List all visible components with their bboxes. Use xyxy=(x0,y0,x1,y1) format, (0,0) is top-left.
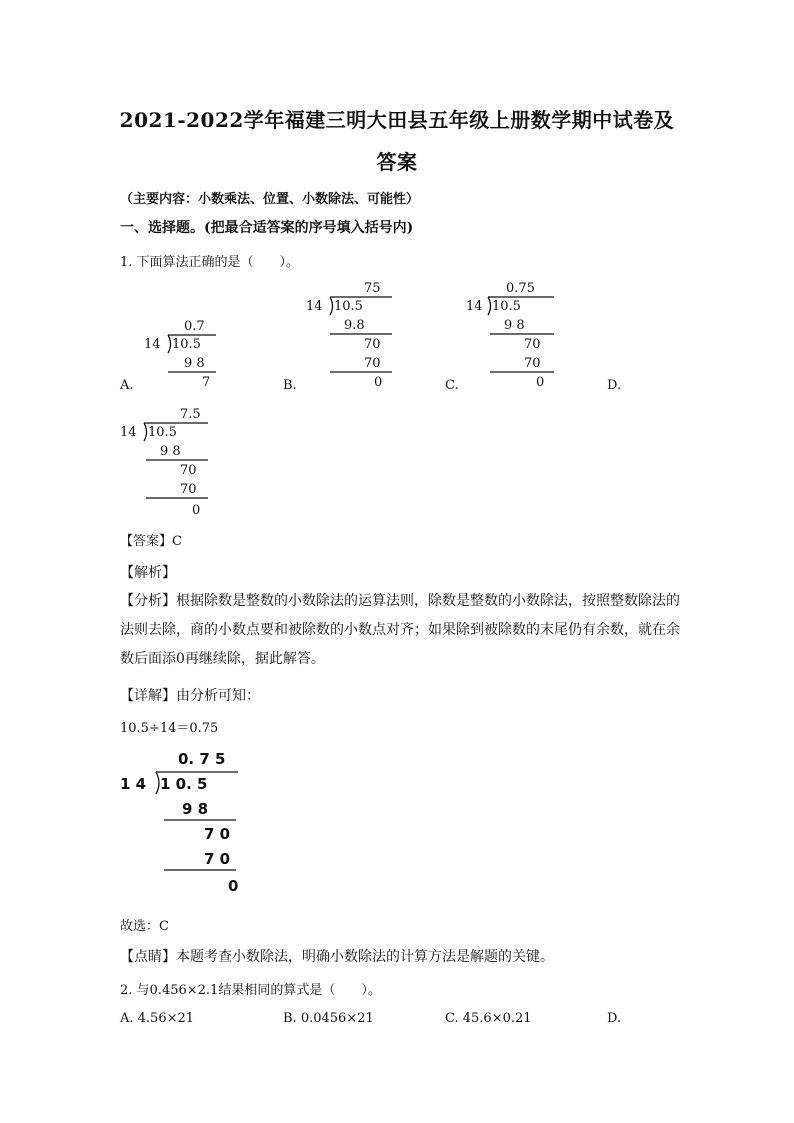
dividend: 1 0. 5 xyxy=(160,775,208,793)
choose-line: 故选：C xyxy=(120,919,169,934)
fenxi-tag: 【分析】 xyxy=(120,593,176,609)
dianjing-tag: 【点睛】 xyxy=(120,949,176,965)
analysis-paragraph xyxy=(120,587,680,674)
question-2-stem: 2. 与0.456×2.1结果相同的算式是（ ）。 xyxy=(120,983,381,998)
remainder: 7 xyxy=(202,375,211,390)
q2-option-d: D. xyxy=(607,1011,622,1026)
question-1-stem: 1. 下面算法正确的是（ ）。 xyxy=(120,255,300,270)
division-option-d xyxy=(118,404,213,518)
divisor: 1 4 xyxy=(120,775,147,793)
final-remainder: 0 xyxy=(228,877,239,895)
main-content-note: （主要内容：小数乘法、位置、小数除法、可能性） xyxy=(120,192,420,207)
quotient: 0.75 xyxy=(506,281,535,296)
solution-division xyxy=(120,748,250,898)
subtrahend: 9 8 xyxy=(160,444,181,459)
subtrahend: 9 8 xyxy=(504,318,525,333)
detail-tag: 【详解】 xyxy=(120,688,176,704)
detail-text: 由分析可知： xyxy=(176,688,260,704)
q2-option-c: C. 45.6×0.21 xyxy=(445,1011,532,1026)
option-b-label: B. xyxy=(283,378,297,393)
option-c-label: C. xyxy=(445,378,459,393)
remainder: 7 0 xyxy=(204,825,231,843)
final-remainder: 0 xyxy=(192,503,201,518)
quotient: 7.5 xyxy=(180,407,201,422)
dividend: 10.5 xyxy=(172,337,201,352)
subtrahend-2: 70 xyxy=(180,482,197,497)
divisor: 14 xyxy=(306,299,323,314)
dianjing-text: 本题考查小数除法，明确小数除法的计算方法是解题的关键。 xyxy=(176,949,554,965)
dividend: 10.5 xyxy=(492,299,521,314)
divisor: 14 xyxy=(466,299,483,314)
option-d-label: D. xyxy=(607,378,622,393)
analysis-label: 【解析】 xyxy=(120,565,176,581)
subtrahend: 9 8 xyxy=(182,800,209,818)
q2-option-b: B. 0.0456×21 xyxy=(283,1011,374,1026)
detail-line xyxy=(120,685,260,705)
divisor: 14 xyxy=(120,425,137,440)
division-option-b xyxy=(302,278,397,390)
remainder: 70 xyxy=(364,337,381,352)
dividend: 10.5 xyxy=(334,299,363,314)
subtrahend: 9.8 xyxy=(344,318,365,333)
division-option-c xyxy=(464,278,559,390)
division-option-a xyxy=(140,316,220,390)
dianjing-line xyxy=(120,946,554,966)
fenxi-text: 根据除数是整数的小数除法的运算法则，除数是整数的小数除法，按照整数除法的法则去除，商的小数点要和被除数的小数点对齐；如果除到被除数的末尾仍有余数，就在余数后面添0再继续除，据此解答。 xyxy=(120,593,680,667)
subtrahend: 9 8 xyxy=(184,356,205,371)
q2-option-a: A. 4.56×21 xyxy=(120,1011,195,1026)
quotient: 0.7 xyxy=(184,319,205,334)
equation: 10.5÷14＝0.75 xyxy=(120,721,219,736)
quotient: 75 xyxy=(364,281,381,296)
document-title-line2: 答案 xyxy=(376,150,418,174)
remainder: 70 xyxy=(180,463,197,478)
subtrahend-2: 70 xyxy=(524,356,541,371)
answer-label: 【答案】C xyxy=(120,534,182,549)
subtrahend-2: 70 xyxy=(364,356,381,371)
quotient: 0. 7 5 xyxy=(178,750,226,768)
document-title-line1: 2021-2022学年福建三明大田县五年级上册数学期中试卷及 xyxy=(119,108,675,132)
subtrahend-2: 7 0 xyxy=(204,850,231,868)
dividend: 10.5 xyxy=(148,425,177,440)
section-heading: 一、选择题。(把最合适答案的序号填入括号内) xyxy=(120,220,414,236)
divisor: 14 xyxy=(144,337,161,352)
remainder: 70 xyxy=(524,337,541,352)
option-a-label: A. xyxy=(120,378,134,393)
final-remainder: 0 xyxy=(536,375,545,390)
final-remainder: 0 xyxy=(374,375,383,390)
